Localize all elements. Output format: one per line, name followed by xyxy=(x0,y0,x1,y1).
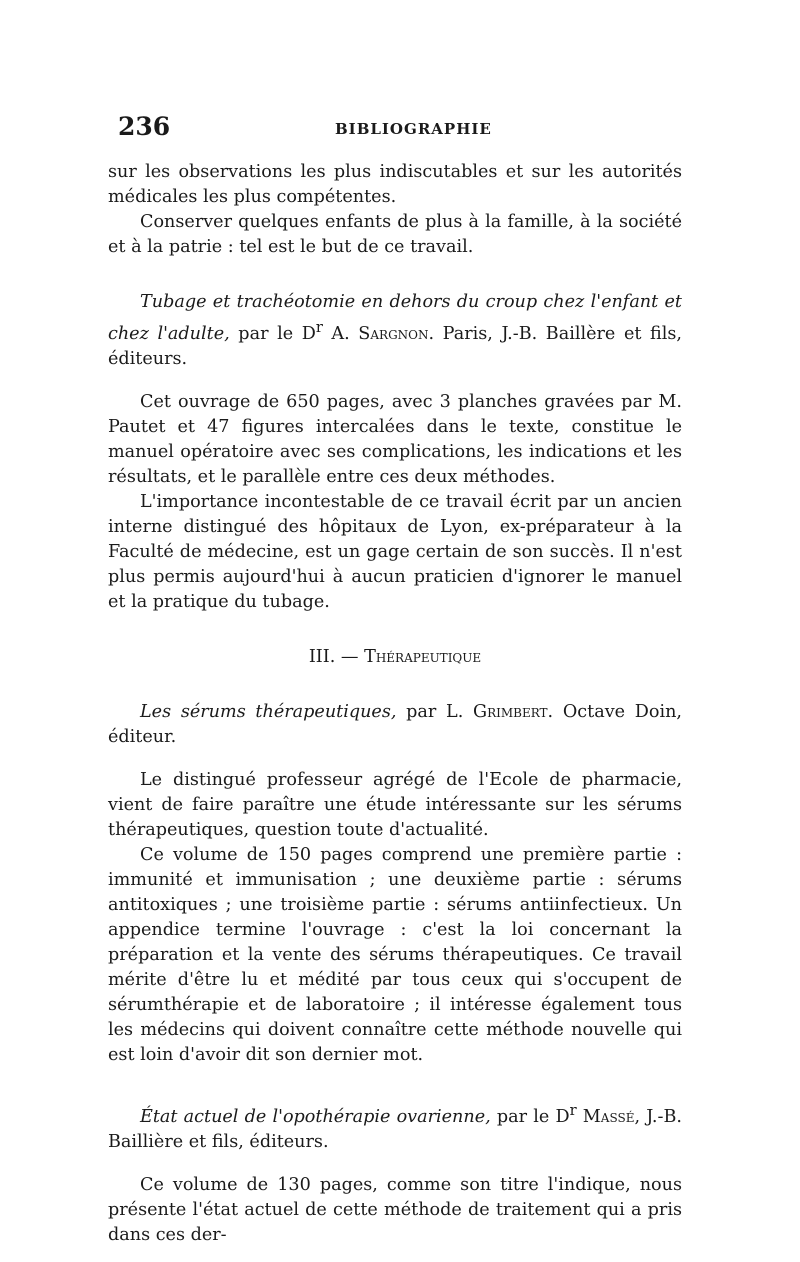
entry1-by: par le D xyxy=(229,323,316,344)
entry1-citation xyxy=(108,290,682,372)
running-title: BIBLIOGRAPHIE xyxy=(335,120,492,138)
intro-paragraph-1: sur les observations les plus indiscutables et sur les autorités médicales les plus compétentes. xyxy=(108,162,682,207)
section-name: Thérapeutique xyxy=(364,646,482,667)
entry3-sup: r xyxy=(569,1101,577,1119)
entry1-paragraph-1: Cet ouvrage de 650 pages, avec 3 planches gravées par M. Pautet et 47 figures intercalées dans le texte, constitue le manuel opératoire avec ses complications, les indications et les résultats, et le parallèle entre ces deux méthodes. xyxy=(108,391,682,487)
entry1-title: Tubage et trachéotomie en dehors du croup chez l'enfant et chez l'adulte, xyxy=(108,292,682,344)
entry3-author: Massé, xyxy=(576,1106,641,1127)
entry3-title: État actuel de l'opothérapie ovarienne, xyxy=(140,1106,491,1127)
section-heading xyxy=(108,645,682,670)
entry2-paragraph-2: Ce volume de 150 pages comprend une première partie : immunité et immunisation ; une deuxième partie : sérums antitoxiques ; une troisième partie : sérums antiinfectieux. Un appendice termine l'ouvrage : c'est la loi concernant la préparation et la vente des sérums thérapeutiques. Ce travail mérite d'être lu et médité par tous ceux qui s'occupent de sérumthérapie et de laboratoire ; il intéresse également tous les médecins qui doivent connaître cette méthode nouvelle qui est loin d'avoir dit son dernier mot. xyxy=(108,844,682,1065)
entry3-by: par le D xyxy=(490,1106,570,1127)
entry1-author: A. Sargnon. xyxy=(322,323,435,344)
entry1-sup: r xyxy=(315,319,323,336)
page-header xyxy=(108,112,682,160)
entry3-citation xyxy=(108,1098,682,1155)
intro-paragraph-2: Conserver quelques enfants de plus à la famille, à la société et à la patrie : tel est le but de ce travail. xyxy=(108,212,682,257)
entry2-publisher: Octave Doin, éditeur. xyxy=(108,701,683,747)
entry3-publisher: J.-B. Baillière et fils, éditeurs. xyxy=(108,1106,682,1152)
entry2-paragraph-1: Le distingué professeur agrégé de l'Ecole de pharmacie, vient de faire paraître une étude intéressante sur les sérums thérapeutiques, question toute d'actualité. xyxy=(108,769,682,840)
entry2-title: Les sérums thérapeutiques, xyxy=(140,701,397,722)
entry2-author: L. Grimbert. xyxy=(446,701,554,722)
entry1-publisher: Paris, J.-B. Baillère et fils, éditeurs. xyxy=(108,323,682,369)
entry3-paragraph-1: Ce volume de 130 pages, comme son titre l'indique, nous présente l'état actuel de cette méthode de traitement qui a pris dans ces der- xyxy=(108,1174,682,1245)
entry1-paragraph-2: L'importance incontestable de ce travail écrit par un ancien interne distingué des hôpitaux de Lyon, ex-préparateur à la Faculté de médecine, est un gage certain de son succès. Il n'est plus permis aujourd'hui à aucun praticien d'ignorer le manuel et la pratique du tubage. xyxy=(108,491,682,612)
page-number: 236 xyxy=(118,112,171,141)
entry2-citation xyxy=(108,700,682,750)
entry2-by: par xyxy=(396,701,447,722)
section-numeral: III. — xyxy=(308,646,365,667)
